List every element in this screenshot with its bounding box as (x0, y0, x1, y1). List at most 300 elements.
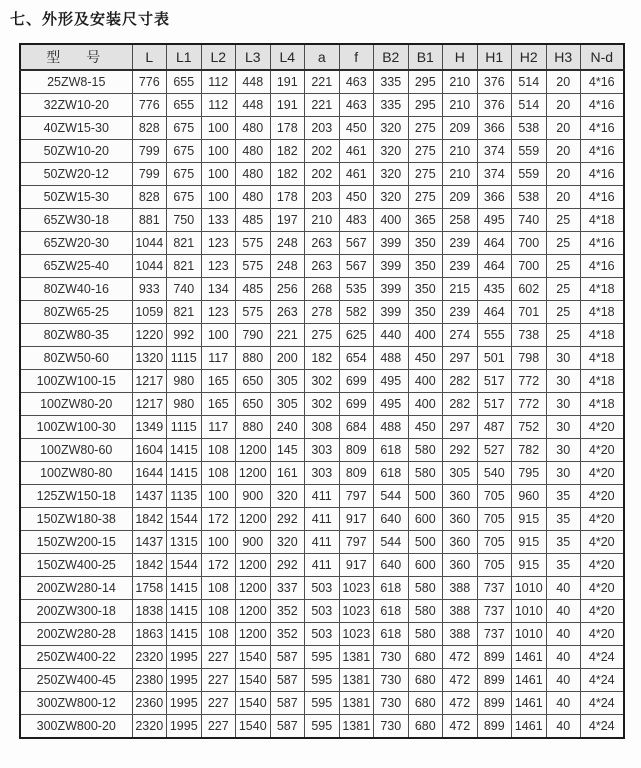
value-cell: 4*16 (581, 232, 624, 255)
value-cell: 411 (305, 554, 340, 577)
value-cell: 210 (443, 94, 478, 117)
value-cell: 1415 (167, 577, 202, 600)
value-cell: 320 (374, 117, 409, 140)
value-cell: 30 (546, 347, 581, 370)
value-cell: 4*16 (581, 70, 624, 94)
value-cell: 4*16 (581, 186, 624, 209)
value-cell: 134 (201, 278, 236, 301)
value-cell: 595 (305, 646, 340, 669)
value-cell: 191 (270, 94, 305, 117)
value-cell: 567 (339, 255, 374, 278)
model-cell: 50ZW20-12 (20, 163, 132, 186)
value-cell: 297 (443, 347, 478, 370)
value-cell: 1010 (512, 577, 547, 600)
value-cell: 500 (408, 531, 443, 554)
value-cell: 1044 (132, 255, 167, 278)
value-cell: 20 (546, 140, 581, 163)
value-cell: 464 (477, 232, 512, 255)
value-cell: 100 (201, 117, 236, 140)
model-cell: 100ZW100-30 (20, 416, 132, 439)
model-cell: 40ZW15-30 (20, 117, 132, 140)
value-cell: 275 (408, 140, 443, 163)
value-cell: 730 (374, 669, 409, 692)
value-cell: 1995 (167, 715, 202, 739)
value-cell: 463 (339, 70, 374, 94)
value-cell: 587 (270, 692, 305, 715)
value-cell: 514 (512, 94, 547, 117)
value-cell: 752 (512, 416, 547, 439)
value-cell: 675 (167, 186, 202, 209)
value-cell: 900 (236, 531, 271, 554)
value-cell: 365 (408, 209, 443, 232)
value-cell: 587 (270, 646, 305, 669)
table-row (20, 600, 624, 623)
value-cell: 388 (443, 577, 478, 600)
value-cell: 275 (408, 163, 443, 186)
value-cell: 675 (167, 117, 202, 140)
value-cell: 675 (167, 140, 202, 163)
value-cell: 1604 (132, 439, 167, 462)
value-cell: 580 (408, 462, 443, 485)
table-row (20, 692, 624, 715)
value-cell: 4*16 (581, 94, 624, 117)
table-row (20, 278, 624, 301)
value-cell: 100 (201, 163, 236, 186)
value-cell: 587 (270, 715, 305, 739)
value-cell: 308 (305, 416, 340, 439)
value-cell: 1220 (132, 324, 167, 347)
value-cell: 366 (477, 186, 512, 209)
value-cell: 4*18 (581, 370, 624, 393)
value-cell: 352 (270, 600, 305, 623)
value-cell: 503 (305, 577, 340, 600)
model-cell: 50ZW10-20 (20, 140, 132, 163)
value-cell: 302 (305, 370, 340, 393)
value-cell: 172 (201, 508, 236, 531)
value-cell: 178 (270, 117, 305, 140)
table-row (20, 462, 624, 485)
value-cell: 1381 (339, 715, 374, 739)
value-cell: 4*20 (581, 577, 624, 600)
value-cell: 899 (477, 646, 512, 669)
value-cell: 472 (443, 646, 478, 669)
value-cell: 400 (408, 370, 443, 393)
value-cell: 399 (374, 301, 409, 324)
header-h2: H2 (512, 44, 547, 70)
value-cell: 182 (270, 163, 305, 186)
value-cell: 25 (546, 255, 581, 278)
value-cell: 1044 (132, 232, 167, 255)
value-cell: 587 (270, 669, 305, 692)
header-n-d: N-d (581, 44, 624, 70)
model-cell: 25ZW8-15 (20, 70, 132, 94)
value-cell: 535 (339, 278, 374, 301)
header-model: 型 号 (20, 44, 132, 70)
table-row (20, 554, 624, 577)
value-cell: 580 (408, 439, 443, 462)
value-cell: 4*18 (581, 301, 624, 324)
value-cell: 210 (443, 140, 478, 163)
value-cell: 595 (305, 669, 340, 692)
value-cell: 740 (512, 209, 547, 232)
value-cell: 517 (477, 370, 512, 393)
value-cell: 450 (339, 186, 374, 209)
value-cell: 2320 (132, 646, 167, 669)
value-cell: 108 (201, 623, 236, 646)
value-cell: 239 (443, 301, 478, 324)
value-cell: 40 (546, 623, 581, 646)
value-cell: 705 (477, 508, 512, 531)
value-cell: 680 (408, 646, 443, 669)
table-row (20, 623, 624, 646)
value-cell: 1200 (236, 462, 271, 485)
value-cell: 100 (201, 324, 236, 347)
value-cell: 1544 (167, 508, 202, 531)
value-cell: 350 (408, 278, 443, 301)
value-cell: 4*16 (581, 163, 624, 186)
value-cell: 488 (374, 347, 409, 370)
value-cell: 650 (236, 393, 271, 416)
value-cell: 799 (132, 163, 167, 186)
value-cell: 221 (270, 324, 305, 347)
table-row (20, 485, 624, 508)
value-cell: 559 (512, 140, 547, 163)
value-cell: 555 (477, 324, 512, 347)
table-header (20, 44, 624, 70)
value-cell: 618 (374, 577, 409, 600)
value-cell: 178 (270, 186, 305, 209)
value-cell: 360 (443, 508, 478, 531)
model-cell: 250ZW400-22 (20, 646, 132, 669)
value-cell: 209 (443, 117, 478, 140)
value-cell: 450 (408, 347, 443, 370)
value-cell: 4*20 (581, 485, 624, 508)
value-cell: 495 (374, 370, 409, 393)
header-l: L (132, 44, 167, 70)
value-cell: 263 (305, 232, 340, 255)
value-cell: 360 (443, 531, 478, 554)
value-cell: 567 (339, 232, 374, 255)
value-cell: 600 (408, 554, 443, 577)
value-cell: 1200 (236, 508, 271, 531)
value-cell: 100 (201, 531, 236, 554)
value-cell: 25 (546, 209, 581, 232)
value-cell: 1995 (167, 646, 202, 669)
table-row (20, 439, 624, 462)
value-cell: 933 (132, 278, 167, 301)
value-cell: 1461 (512, 669, 547, 692)
value-cell: 680 (408, 669, 443, 692)
value-cell: 828 (132, 186, 167, 209)
value-cell: 30 (546, 416, 581, 439)
value-cell: 798 (512, 347, 547, 370)
value-cell: 20 (546, 163, 581, 186)
value-cell: 100 (201, 485, 236, 508)
header-l4: L4 (270, 44, 305, 70)
header-row (20, 44, 624, 70)
value-cell: 1415 (167, 623, 202, 646)
value-cell: 1995 (167, 692, 202, 715)
value-cell: 575 (236, 301, 271, 324)
value-cell: 161 (270, 462, 305, 485)
value-cell: 4*24 (581, 715, 624, 739)
value-cell: 980 (167, 370, 202, 393)
value-cell: 258 (443, 209, 478, 232)
table-row (20, 669, 624, 692)
value-cell: 1023 (339, 577, 374, 600)
value-cell: 210 (443, 70, 478, 94)
table-row (20, 416, 624, 439)
value-cell: 227 (201, 692, 236, 715)
value-cell: 488 (374, 416, 409, 439)
value-cell: 472 (443, 715, 478, 739)
value-cell: 915 (512, 554, 547, 577)
value-cell: 797 (339, 485, 374, 508)
value-cell: 320 (270, 531, 305, 554)
value-cell: 538 (512, 186, 547, 209)
value-cell: 655 (167, 94, 202, 117)
value-cell: 305 (270, 393, 305, 416)
header-h3: H3 (546, 44, 581, 70)
value-cell: 335 (374, 70, 409, 94)
value-cell: 295 (408, 70, 443, 94)
value-cell: 880 (236, 416, 271, 439)
value-cell: 495 (374, 393, 409, 416)
value-cell: 1461 (512, 646, 547, 669)
value-cell: 40 (546, 715, 581, 739)
value-cell: 1863 (132, 623, 167, 646)
model-cell: 200ZW280-14 (20, 577, 132, 600)
value-cell: 485 (236, 209, 271, 232)
table-row (20, 715, 624, 739)
value-cell: 40 (546, 669, 581, 692)
table-row (20, 186, 624, 209)
value-cell: 4*24 (581, 646, 624, 669)
value-cell: 145 (270, 439, 305, 462)
value-cell: 165 (201, 393, 236, 416)
value-cell: 374 (477, 140, 512, 163)
value-cell: 1115 (167, 347, 202, 370)
value-cell: 25 (546, 324, 581, 347)
value-cell: 25 (546, 301, 581, 324)
value-cell: 4*18 (581, 393, 624, 416)
value-cell: 215 (443, 278, 478, 301)
table-row (20, 347, 624, 370)
value-cell: 20 (546, 70, 581, 94)
value-cell: 35 (546, 508, 581, 531)
value-cell: 1115 (167, 416, 202, 439)
value-cell: 30 (546, 370, 581, 393)
model-cell: 150ZW400-25 (20, 554, 132, 577)
model-cell: 100ZW80-20 (20, 393, 132, 416)
value-cell: 992 (167, 324, 202, 347)
value-cell: 350 (408, 255, 443, 278)
header-h1: H1 (477, 44, 512, 70)
value-cell: 350 (408, 232, 443, 255)
value-cell: 701 (512, 301, 547, 324)
value-cell: 4*20 (581, 508, 624, 531)
value-cell: 35 (546, 531, 581, 554)
value-cell: 700 (512, 232, 547, 255)
table-body (20, 70, 624, 738)
value-cell: 297 (443, 416, 478, 439)
value-cell: 366 (477, 117, 512, 140)
value-cell: 1544 (167, 554, 202, 577)
value-cell: 240 (270, 416, 305, 439)
value-cell: 227 (201, 715, 236, 739)
value-cell: 435 (477, 278, 512, 301)
value-cell: 595 (305, 692, 340, 715)
value-cell: 172 (201, 554, 236, 577)
value-cell: 625 (339, 324, 374, 347)
header-l3: L3 (236, 44, 271, 70)
model-cell: 150ZW200-15 (20, 531, 132, 554)
value-cell: 278 (305, 301, 340, 324)
value-cell: 799 (132, 140, 167, 163)
value-cell: 123 (201, 232, 236, 255)
value-cell: 580 (408, 600, 443, 623)
value-cell: 782 (512, 439, 547, 462)
value-cell: 730 (374, 692, 409, 715)
value-cell: 1381 (339, 646, 374, 669)
value-cell: 821 (167, 255, 202, 278)
value-cell: 4*20 (581, 439, 624, 462)
model-cell: 150ZW180-38 (20, 508, 132, 531)
value-cell: 40 (546, 646, 581, 669)
value-cell: 303 (305, 439, 340, 462)
value-cell: 268 (305, 278, 340, 301)
value-cell: 699 (339, 370, 374, 393)
value-cell: 797 (339, 531, 374, 554)
value-cell: 487 (477, 416, 512, 439)
table-row (20, 531, 624, 554)
value-cell: 1200 (236, 577, 271, 600)
value-cell: 684 (339, 416, 374, 439)
value-cell: 461 (339, 163, 374, 186)
value-cell: 640 (374, 554, 409, 577)
table-row (20, 577, 624, 600)
value-cell: 500 (408, 485, 443, 508)
value-cell: 117 (201, 416, 236, 439)
value-cell: 699 (339, 393, 374, 416)
header-b1: B1 (408, 44, 443, 70)
value-cell: 821 (167, 301, 202, 324)
value-cell: 618 (374, 462, 409, 485)
value-cell: 472 (443, 692, 478, 715)
value-cell: 191 (270, 70, 305, 94)
value-cell: 776 (132, 70, 167, 94)
value-cell: 282 (443, 393, 478, 416)
value-cell: 2320 (132, 715, 167, 739)
model-cell: 80ZW65-25 (20, 301, 132, 324)
value-cell: 302 (305, 393, 340, 416)
value-cell: 182 (270, 140, 305, 163)
value-cell: 448 (236, 70, 271, 94)
value-cell: 899 (477, 692, 512, 715)
model-cell: 200ZW300-18 (20, 600, 132, 623)
value-cell: 600 (408, 508, 443, 531)
value-cell: 464 (477, 301, 512, 324)
value-cell: 20 (546, 94, 581, 117)
value-cell: 411 (305, 485, 340, 508)
value-cell: 256 (270, 278, 305, 301)
value-cell: 374 (477, 163, 512, 186)
value-cell: 4*16 (581, 117, 624, 140)
page-title: 七、外形及安装尺寸表 (10, 11, 171, 28)
value-cell: 705 (477, 531, 512, 554)
value-cell: 4*18 (581, 278, 624, 301)
model-cell: 100ZW80-60 (20, 439, 132, 462)
value-cell: 182 (305, 347, 340, 370)
value-cell: 400 (408, 393, 443, 416)
value-cell: 1644 (132, 462, 167, 485)
value-cell: 20 (546, 186, 581, 209)
value-cell: 580 (408, 577, 443, 600)
value-cell: 705 (477, 554, 512, 577)
value-cell: 480 (236, 117, 271, 140)
value-cell: 618 (374, 600, 409, 623)
value-cell: 4*20 (581, 462, 624, 485)
value-cell: 1200 (236, 600, 271, 623)
value-cell: 209 (443, 186, 478, 209)
value-cell: 35 (546, 554, 581, 577)
value-cell: 503 (305, 600, 340, 623)
header-h: H (443, 44, 478, 70)
value-cell: 123 (201, 301, 236, 324)
value-cell: 123 (201, 255, 236, 278)
value-cell: 275 (408, 186, 443, 209)
value-cell: 337 (270, 577, 305, 600)
value-cell: 776 (132, 94, 167, 117)
value-cell: 117 (201, 347, 236, 370)
value-cell: 4*20 (581, 623, 624, 646)
value-cell: 464 (477, 255, 512, 278)
value-cell: 618 (374, 439, 409, 462)
value-cell: 4*18 (581, 324, 624, 347)
value-cell: 730 (374, 646, 409, 669)
value-cell: 700 (512, 255, 547, 278)
value-cell: 320 (270, 485, 305, 508)
value-cell: 305 (270, 370, 305, 393)
value-cell: 821 (167, 232, 202, 255)
value-cell: 227 (201, 646, 236, 669)
value-cell: 544 (374, 485, 409, 508)
value-cell: 275 (408, 117, 443, 140)
value-cell: 4*20 (581, 554, 624, 577)
value-cell: 35 (546, 485, 581, 508)
value-cell: 540 (477, 462, 512, 485)
value-cell: 4*18 (581, 209, 624, 232)
value-cell: 915 (512, 531, 547, 554)
value-cell: 133 (201, 209, 236, 232)
value-cell: 30 (546, 439, 581, 462)
value-cell: 4*16 (581, 255, 624, 278)
value-cell: 544 (374, 531, 409, 554)
dimensions-table (19, 43, 625, 739)
value-cell: 480 (236, 163, 271, 186)
value-cell: 960 (512, 485, 547, 508)
value-cell: 411 (305, 508, 340, 531)
value-cell: 165 (201, 370, 236, 393)
value-cell: 737 (477, 577, 512, 600)
value-cell: 737 (477, 623, 512, 646)
value-cell: 1540 (236, 715, 271, 739)
value-cell: 750 (167, 209, 202, 232)
value-cell: 2380 (132, 669, 167, 692)
value-cell: 282 (443, 370, 478, 393)
value-cell: 503 (305, 623, 340, 646)
value-cell: 1217 (132, 393, 167, 416)
